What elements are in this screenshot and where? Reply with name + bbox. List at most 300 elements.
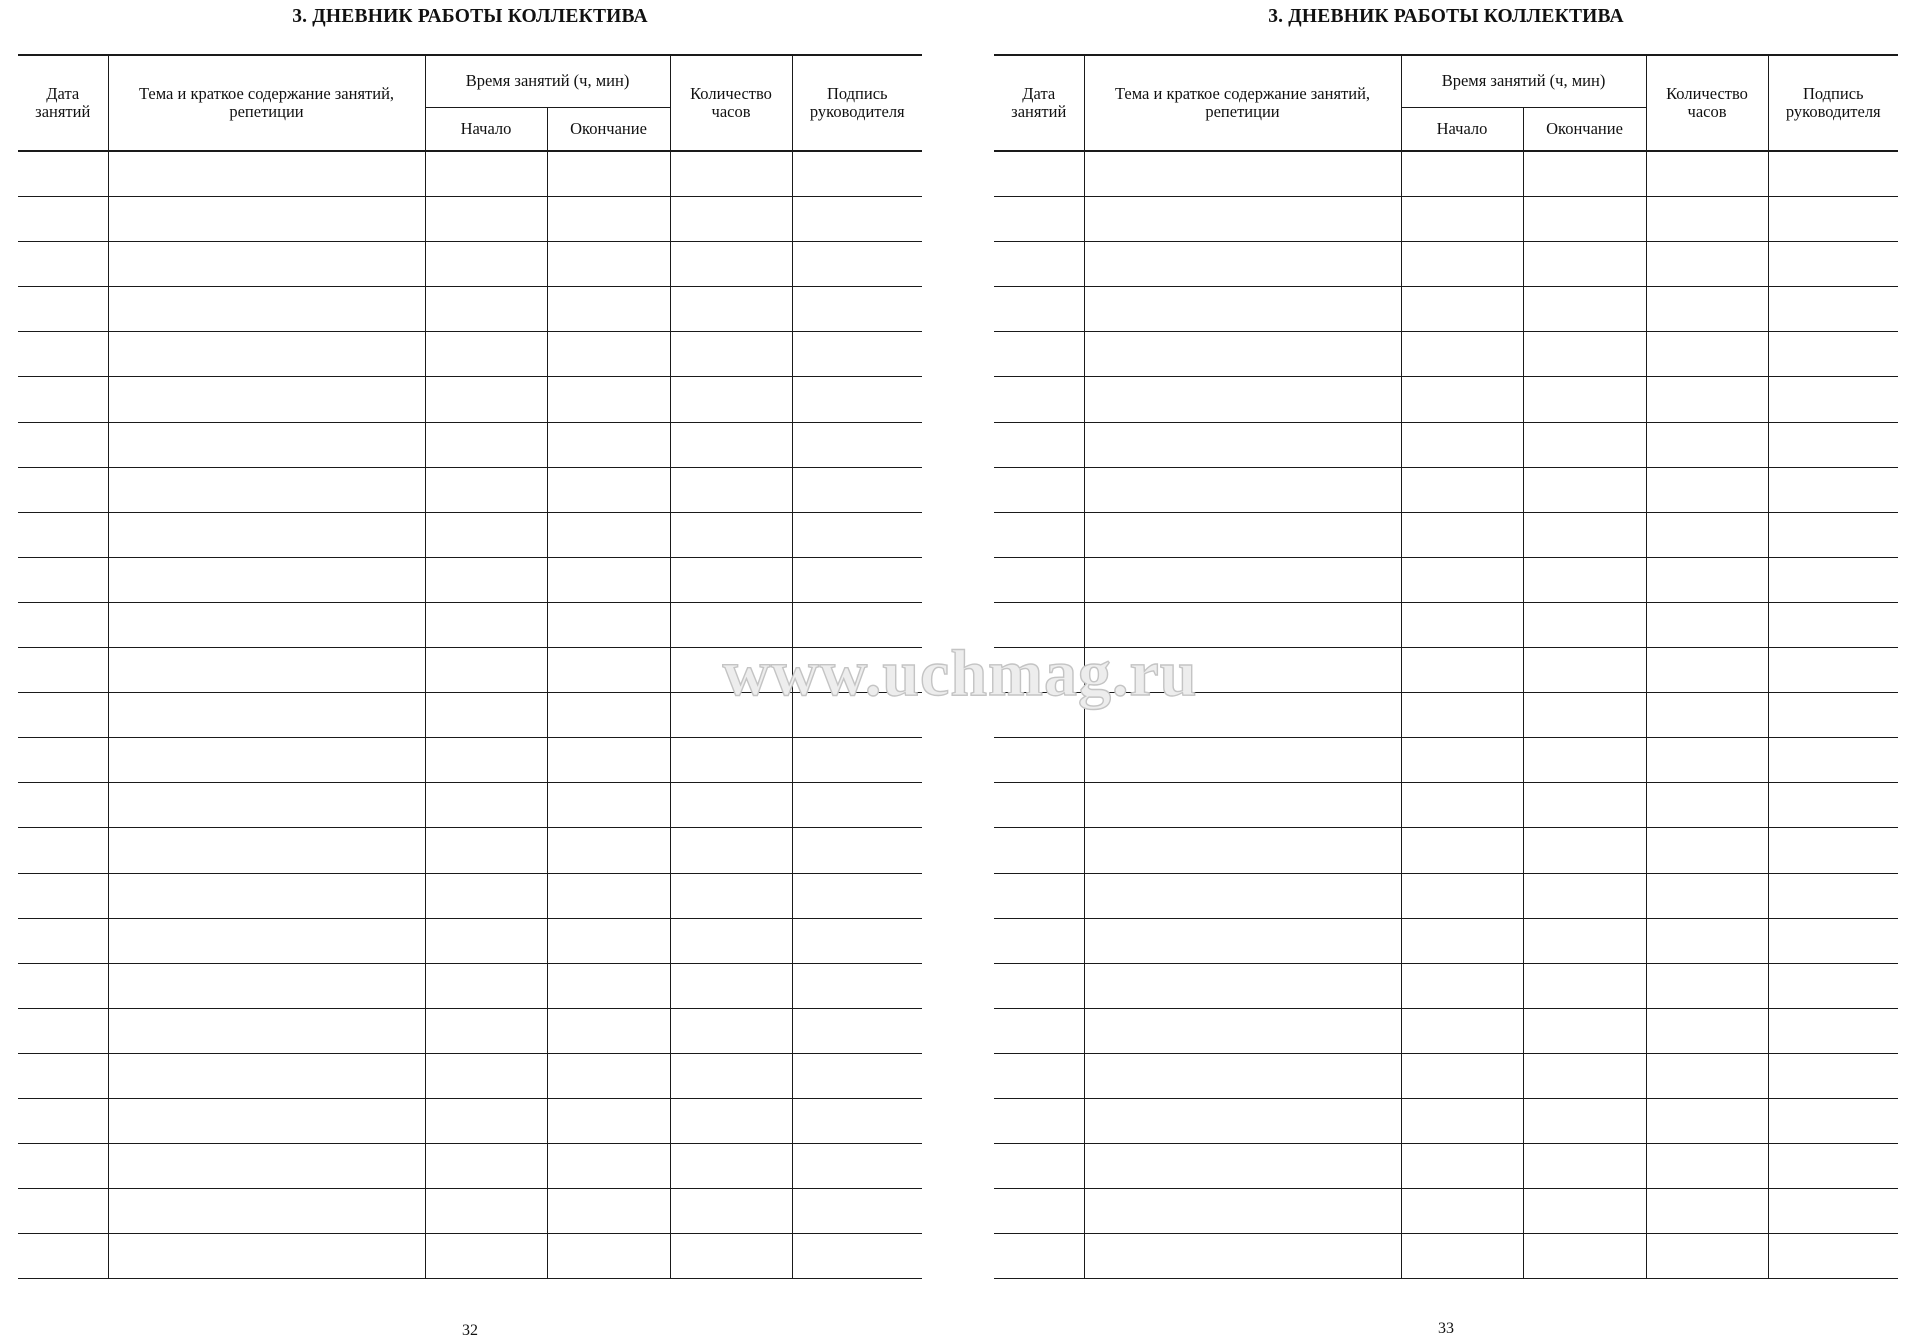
cell-date[interactable] [18, 1053, 108, 1098]
cell-start[interactable] [1401, 1234, 1523, 1279]
cell-signature[interactable] [1768, 1098, 1898, 1143]
cell-topic[interactable] [108, 1144, 425, 1189]
cell-hours[interactable] [670, 467, 792, 512]
cell-start[interactable] [425, 422, 547, 467]
cell-signature[interactable] [1768, 151, 1898, 197]
cell-date[interactable] [18, 648, 108, 693]
cell-date[interactable] [18, 1008, 108, 1053]
cell-date[interactable] [994, 377, 1084, 422]
cell-end[interactable] [547, 287, 670, 332]
cell-start[interactable] [425, 738, 547, 783]
cell-topic[interactable] [108, 918, 425, 963]
cell-start[interactable] [425, 467, 547, 512]
cell-signature[interactable] [792, 1189, 922, 1234]
cell-date[interactable] [994, 512, 1084, 557]
cell-date[interactable] [18, 242, 108, 287]
cell-hours[interactable] [1646, 648, 1768, 693]
cell-date[interactable] [994, 963, 1084, 1008]
cell-hours[interactable] [670, 648, 792, 693]
cell-end[interactable] [1523, 467, 1646, 512]
cell-signature[interactable] [792, 467, 922, 512]
cell-hours[interactable] [670, 512, 792, 557]
cell-start[interactable] [425, 602, 547, 647]
cell-signature[interactable] [792, 1098, 922, 1143]
cell-topic[interactable] [1084, 151, 1401, 197]
cell-hours[interactable] [670, 1234, 792, 1279]
cell-hours[interactable] [670, 738, 792, 783]
cell-signature[interactable] [1768, 467, 1898, 512]
cell-topic[interactable] [108, 467, 425, 512]
cell-start[interactable] [1401, 1053, 1523, 1098]
cell-date[interactable] [994, 287, 1084, 332]
cell-signature[interactable] [1768, 873, 1898, 918]
cell-end[interactable] [547, 377, 670, 422]
cell-date[interactable] [994, 873, 1084, 918]
cell-signature[interactable] [792, 783, 922, 828]
cell-hours[interactable] [670, 873, 792, 918]
cell-hours[interactable] [670, 1098, 792, 1143]
cell-signature[interactable] [1768, 1189, 1898, 1234]
cell-topic[interactable] [1084, 1234, 1401, 1279]
cell-end[interactable] [547, 602, 670, 647]
cell-end[interactable] [1523, 738, 1646, 783]
cell-topic[interactable] [108, 963, 425, 1008]
cell-hours[interactable] [670, 242, 792, 287]
cell-hours[interactable] [1646, 332, 1768, 377]
cell-topic[interactable] [108, 1234, 425, 1279]
cell-start[interactable] [1401, 783, 1523, 828]
cell-signature[interactable] [1768, 512, 1898, 557]
cell-start[interactable] [425, 1053, 547, 1098]
cell-signature[interactable] [1768, 1144, 1898, 1189]
cell-signature[interactable] [1768, 738, 1898, 783]
cell-start[interactable] [1401, 197, 1523, 242]
cell-signature[interactable] [1768, 422, 1898, 467]
cell-topic[interactable] [108, 602, 425, 647]
cell-end[interactable] [1523, 693, 1646, 738]
cell-end[interactable] [547, 151, 670, 197]
cell-start[interactable] [425, 242, 547, 287]
cell-signature[interactable] [1768, 287, 1898, 332]
cell-topic[interactable] [1084, 1144, 1401, 1189]
cell-signature[interactable] [1768, 557, 1898, 602]
cell-end[interactable] [1523, 828, 1646, 873]
cell-start[interactable] [425, 1144, 547, 1189]
cell-topic[interactable] [1084, 1008, 1401, 1053]
cell-signature[interactable] [792, 693, 922, 738]
cell-date[interactable] [18, 151, 108, 197]
cell-end[interactable] [1523, 1008, 1646, 1053]
cell-topic[interactable] [108, 422, 425, 467]
cell-date[interactable] [994, 151, 1084, 197]
cell-topic[interactable] [108, 377, 425, 422]
cell-hours[interactable] [1646, 422, 1768, 467]
cell-hours[interactable] [670, 287, 792, 332]
cell-topic[interactable] [1084, 693, 1401, 738]
cell-date[interactable] [994, 1053, 1084, 1098]
cell-topic[interactable] [1084, 1098, 1401, 1143]
cell-start[interactable] [425, 1234, 547, 1279]
cell-date[interactable] [994, 332, 1084, 377]
cell-hours[interactable] [1646, 602, 1768, 647]
cell-date[interactable] [18, 602, 108, 647]
cell-date[interactable] [18, 918, 108, 963]
cell-hours[interactable] [1646, 1189, 1768, 1234]
cell-topic[interactable] [1084, 873, 1401, 918]
cell-date[interactable] [18, 197, 108, 242]
cell-start[interactable] [425, 873, 547, 918]
cell-start[interactable] [425, 332, 547, 377]
cell-date[interactable] [994, 783, 1084, 828]
cell-start[interactable] [1401, 287, 1523, 332]
cell-start[interactable] [425, 377, 547, 422]
cell-date[interactable] [18, 332, 108, 377]
cell-hours[interactable] [1646, 557, 1768, 602]
cell-signature[interactable] [792, 1053, 922, 1098]
cell-hours[interactable] [670, 828, 792, 873]
cell-topic[interactable] [1084, 738, 1401, 783]
cell-end[interactable] [547, 1144, 670, 1189]
cell-topic[interactable] [1084, 287, 1401, 332]
cell-start[interactable] [1401, 602, 1523, 647]
cell-end[interactable] [1523, 151, 1646, 197]
cell-end[interactable] [547, 332, 670, 377]
cell-hours[interactable] [1646, 151, 1768, 197]
cell-signature[interactable] [792, 151, 922, 197]
cell-date[interactable] [994, 1008, 1084, 1053]
cell-end[interactable] [547, 648, 670, 693]
cell-start[interactable] [1401, 1098, 1523, 1143]
cell-end[interactable] [547, 963, 670, 1008]
cell-start[interactable] [1401, 242, 1523, 287]
cell-hours[interactable] [1646, 287, 1768, 332]
cell-end[interactable] [1523, 557, 1646, 602]
cell-end[interactable] [1523, 377, 1646, 422]
cell-start[interactable] [425, 287, 547, 332]
cell-topic[interactable] [1084, 377, 1401, 422]
cell-hours[interactable] [670, 1008, 792, 1053]
cell-signature[interactable] [792, 512, 922, 557]
cell-topic[interactable] [1084, 332, 1401, 377]
cell-hours[interactable] [670, 918, 792, 963]
cell-end[interactable] [547, 873, 670, 918]
cell-hours[interactable] [1646, 963, 1768, 1008]
cell-hours[interactable] [1646, 828, 1768, 873]
cell-date[interactable] [994, 197, 1084, 242]
cell-end[interactable] [547, 918, 670, 963]
cell-topic[interactable] [108, 557, 425, 602]
cell-signature[interactable] [792, 422, 922, 467]
cell-topic[interactable] [108, 287, 425, 332]
cell-signature[interactable] [1768, 197, 1898, 242]
cell-start[interactable] [1401, 828, 1523, 873]
cell-start[interactable] [1401, 557, 1523, 602]
cell-hours[interactable] [670, 1189, 792, 1234]
cell-date[interactable] [18, 557, 108, 602]
cell-topic[interactable] [1084, 512, 1401, 557]
cell-topic[interactable] [108, 828, 425, 873]
cell-signature[interactable] [792, 873, 922, 918]
cell-hours[interactable] [1646, 197, 1768, 242]
cell-hours[interactable] [670, 963, 792, 1008]
cell-start[interactable] [1401, 918, 1523, 963]
cell-end[interactable] [547, 422, 670, 467]
cell-hours[interactable] [1646, 467, 1768, 512]
cell-signature[interactable] [792, 648, 922, 693]
cell-date[interactable] [994, 602, 1084, 647]
cell-hours[interactable] [670, 422, 792, 467]
cell-hours[interactable] [670, 332, 792, 377]
cell-topic[interactable] [108, 783, 425, 828]
cell-hours[interactable] [1646, 783, 1768, 828]
cell-start[interactable] [1401, 422, 1523, 467]
cell-topic[interactable] [1084, 963, 1401, 1008]
cell-topic[interactable] [1084, 1053, 1401, 1098]
cell-end[interactable] [1523, 1189, 1646, 1234]
cell-end[interactable] [547, 197, 670, 242]
cell-hours[interactable] [1646, 1144, 1768, 1189]
cell-hours[interactable] [670, 197, 792, 242]
cell-start[interactable] [1401, 1189, 1523, 1234]
cell-date[interactable] [18, 512, 108, 557]
cell-hours[interactable] [1646, 738, 1768, 783]
cell-date[interactable] [994, 1189, 1084, 1234]
cell-hours[interactable] [1646, 918, 1768, 963]
cell-date[interactable] [18, 1144, 108, 1189]
cell-signature[interactable] [792, 918, 922, 963]
cell-end[interactable] [547, 1053, 670, 1098]
cell-end[interactable] [1523, 873, 1646, 918]
cell-end[interactable] [1523, 1144, 1646, 1189]
cell-signature[interactable] [1768, 828, 1898, 873]
cell-topic[interactable] [1084, 602, 1401, 647]
cell-start[interactable] [425, 828, 547, 873]
cell-hours[interactable] [670, 1144, 792, 1189]
cell-start[interactable] [425, 1098, 547, 1143]
cell-start[interactable] [1401, 512, 1523, 557]
cell-signature[interactable] [792, 1234, 922, 1279]
cell-end[interactable] [547, 1098, 670, 1143]
cell-topic[interactable] [108, 512, 425, 557]
cell-topic[interactable] [1084, 422, 1401, 467]
cell-date[interactable] [18, 693, 108, 738]
cell-signature[interactable] [1768, 963, 1898, 1008]
cell-hours[interactable] [670, 1053, 792, 1098]
cell-signature[interactable] [1768, 1234, 1898, 1279]
cell-end[interactable] [547, 1189, 670, 1234]
cell-hours[interactable] [1646, 1008, 1768, 1053]
cell-signature[interactable] [1768, 783, 1898, 828]
cell-hours[interactable] [670, 377, 792, 422]
cell-topic[interactable] [108, 1189, 425, 1234]
cell-date[interactable] [18, 873, 108, 918]
cell-date[interactable] [994, 828, 1084, 873]
cell-topic[interactable] [1084, 1189, 1401, 1234]
cell-date[interactable] [18, 1098, 108, 1143]
cell-topic[interactable] [108, 1098, 425, 1143]
cell-end[interactable] [547, 1008, 670, 1053]
cell-hours[interactable] [1646, 512, 1768, 557]
cell-date[interactable] [18, 467, 108, 512]
cell-topic[interactable] [108, 738, 425, 783]
cell-start[interactable] [1401, 963, 1523, 1008]
cell-signature[interactable] [1768, 377, 1898, 422]
cell-end[interactable] [1523, 783, 1646, 828]
cell-start[interactable] [425, 197, 547, 242]
cell-date[interactable] [994, 422, 1084, 467]
cell-signature[interactable] [792, 1144, 922, 1189]
cell-end[interactable] [547, 242, 670, 287]
cell-topic[interactable] [1084, 242, 1401, 287]
cell-start[interactable] [425, 1008, 547, 1053]
cell-signature[interactable] [792, 1008, 922, 1053]
cell-end[interactable] [1523, 1098, 1646, 1143]
cell-date[interactable] [18, 422, 108, 467]
cell-signature[interactable] [1768, 602, 1898, 647]
cell-end[interactable] [1523, 242, 1646, 287]
cell-start[interactable] [1401, 648, 1523, 693]
cell-topic[interactable] [108, 873, 425, 918]
cell-hours[interactable] [670, 557, 792, 602]
cell-date[interactable] [994, 918, 1084, 963]
cell-end[interactable] [1523, 1053, 1646, 1098]
cell-start[interactable] [1401, 738, 1523, 783]
cell-signature[interactable] [1768, 648, 1898, 693]
cell-date[interactable] [994, 557, 1084, 602]
cell-topic[interactable] [108, 1008, 425, 1053]
cell-topic[interactable] [1084, 197, 1401, 242]
cell-signature[interactable] [792, 738, 922, 783]
cell-topic[interactable] [1084, 557, 1401, 602]
cell-start[interactable] [425, 512, 547, 557]
cell-start[interactable] [1401, 1008, 1523, 1053]
cell-signature[interactable] [1768, 693, 1898, 738]
cell-date[interactable] [994, 648, 1084, 693]
cell-hours[interactable] [670, 602, 792, 647]
cell-start[interactable] [1401, 467, 1523, 512]
cell-date[interactable] [18, 828, 108, 873]
cell-date[interactable] [994, 738, 1084, 783]
cell-signature[interactable] [1768, 332, 1898, 377]
cell-hours[interactable] [670, 693, 792, 738]
cell-signature[interactable] [792, 287, 922, 332]
cell-topic[interactable] [1084, 918, 1401, 963]
cell-signature[interactable] [792, 377, 922, 422]
cell-signature[interactable] [792, 963, 922, 1008]
cell-topic[interactable] [1084, 648, 1401, 693]
cell-signature[interactable] [1768, 918, 1898, 963]
cell-topic[interactable] [108, 693, 425, 738]
cell-signature[interactable] [792, 557, 922, 602]
cell-date[interactable] [18, 738, 108, 783]
cell-date[interactable] [18, 783, 108, 828]
cell-date[interactable] [994, 693, 1084, 738]
cell-start[interactable] [1401, 1144, 1523, 1189]
cell-date[interactable] [994, 1098, 1084, 1143]
cell-signature[interactable] [792, 602, 922, 647]
cell-hours[interactable] [670, 151, 792, 197]
cell-topic[interactable] [108, 242, 425, 287]
cell-start[interactable] [425, 693, 547, 738]
cell-start[interactable] [1401, 377, 1523, 422]
cell-topic[interactable] [108, 1053, 425, 1098]
cell-topic[interactable] [108, 332, 425, 377]
cell-date[interactable] [994, 1234, 1084, 1279]
cell-start[interactable] [1401, 332, 1523, 377]
cell-start[interactable] [425, 1189, 547, 1234]
cell-date[interactable] [994, 242, 1084, 287]
cell-start[interactable] [425, 963, 547, 1008]
cell-end[interactable] [1523, 512, 1646, 557]
cell-date[interactable] [18, 963, 108, 1008]
cell-end[interactable] [1523, 963, 1646, 1008]
cell-hours[interactable] [1646, 1098, 1768, 1143]
cell-end[interactable] [1523, 422, 1646, 467]
cell-start[interactable] [425, 648, 547, 693]
cell-start[interactable] [1401, 873, 1523, 918]
cell-end[interactable] [1523, 648, 1646, 693]
cell-signature[interactable] [792, 242, 922, 287]
cell-end[interactable] [1523, 602, 1646, 647]
cell-hours[interactable] [1646, 1234, 1768, 1279]
cell-end[interactable] [1523, 918, 1646, 963]
cell-end[interactable] [1523, 332, 1646, 377]
cell-hours[interactable] [1646, 873, 1768, 918]
cell-end[interactable] [547, 828, 670, 873]
cell-end[interactable] [547, 783, 670, 828]
cell-signature[interactable] [1768, 1008, 1898, 1053]
cell-topic[interactable] [1084, 783, 1401, 828]
cell-hours[interactable] [1646, 693, 1768, 738]
cell-hours[interactable] [1646, 242, 1768, 287]
cell-end[interactable] [547, 467, 670, 512]
cell-end[interactable] [547, 738, 670, 783]
cell-end[interactable] [547, 693, 670, 738]
cell-signature[interactable] [1768, 242, 1898, 287]
cell-end[interactable] [1523, 197, 1646, 242]
cell-start[interactable] [1401, 151, 1523, 197]
cell-date[interactable] [18, 1234, 108, 1279]
cell-end[interactable] [1523, 1234, 1646, 1279]
cell-hours[interactable] [670, 783, 792, 828]
cell-date[interactable] [18, 287, 108, 332]
cell-hours[interactable] [1646, 377, 1768, 422]
cell-date[interactable] [994, 1144, 1084, 1189]
cell-end[interactable] [1523, 287, 1646, 332]
cell-start[interactable] [425, 557, 547, 602]
cell-topic[interactable] [108, 151, 425, 197]
cell-start[interactable] [425, 783, 547, 828]
cell-signature[interactable] [792, 828, 922, 873]
cell-start[interactable] [425, 151, 547, 197]
cell-start[interactable] [425, 918, 547, 963]
cell-hours[interactable] [1646, 1053, 1768, 1098]
cell-topic[interactable] [1084, 828, 1401, 873]
cell-date[interactable] [994, 467, 1084, 512]
cell-topic[interactable] [108, 197, 425, 242]
cell-signature[interactable] [792, 197, 922, 242]
cell-topic[interactable] [108, 648, 425, 693]
cell-signature[interactable] [792, 332, 922, 377]
cell-date[interactable] [18, 1189, 108, 1234]
cell-topic[interactable] [1084, 467, 1401, 512]
cell-signature[interactable] [1768, 1053, 1898, 1098]
cell-start[interactable] [1401, 693, 1523, 738]
cell-date[interactable] [18, 377, 108, 422]
cell-end[interactable] [547, 557, 670, 602]
cell-end[interactable] [547, 1234, 670, 1279]
cell-end[interactable] [547, 512, 670, 557]
